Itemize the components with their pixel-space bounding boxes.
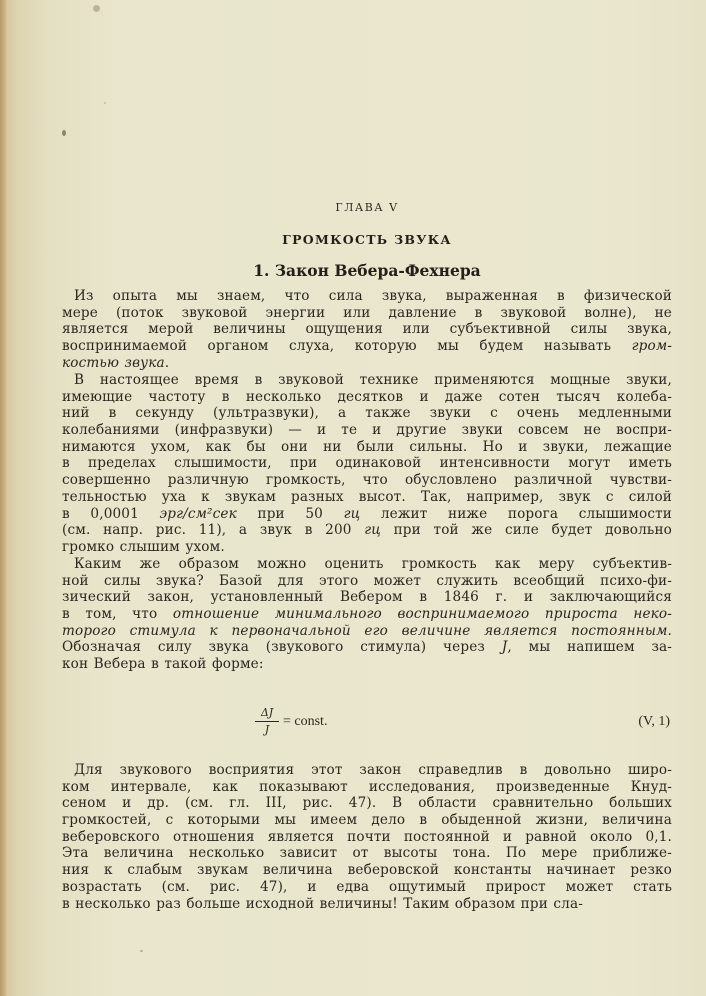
text-line: громко слышим ухом. — [62, 538, 225, 555]
text-line: является мерой величины ощущения или субъективной силы звука, — [62, 321, 672, 338]
paper-blemish — [93, 5, 100, 12]
weber-law-formula — [62, 706, 672, 742]
text-line: зический закон, установленный Вебером в 1846 г. и заключающийся — [62, 589, 672, 606]
text-line: веберовского отношения является почти постоянной и равной около 0,1. — [62, 828, 672, 845]
paper-blemish — [62, 130, 66, 136]
text-line: Каким же образом можно оценить громкость как меру субъектив- — [74, 556, 672, 572]
text-line — [62, 623, 672, 640]
text-line: ний в секунду (ультразвуки), а также звуки с очень медленными — [62, 405, 672, 422]
emphasis: гц — [343, 505, 361, 522]
paragraph — [62, 556, 672, 673]
emphasis: эрг/см²сек — [159, 505, 237, 522]
text-line: в пределах слышимости, при одинаковой интенсивности могут иметь — [62, 455, 672, 472]
text-line: в несколько раз больше исходной величины! Таким образом при сла- — [62, 895, 583, 912]
text-line: кон Вебера в такой форме: — [62, 656, 264, 673]
emphasis: гром- — [631, 338, 672, 355]
text-line: Эта величина несколько зависит от высоты тона. По мере приближе- — [62, 845, 672, 862]
text-line: В настоящее время в звуковой технике применяются мощные звуки, — [74, 372, 672, 388]
chapter-label: ГЛАВА V — [335, 201, 399, 214]
emphasis: костью звука — [62, 354, 165, 371]
text-line: колебаниями (инфразвуки) — и те и другие звуки совсем не воспри- — [62, 422, 672, 439]
text-line: мере (поток звуковой энергии или давление в звуковой волне), не — [62, 304, 672, 321]
text-line: возрастать (см. рис. 47), и едва ощутимый прирост может стать — [62, 878, 672, 895]
paper-blemish — [140, 950, 143, 952]
emphasis: гц — [364, 522, 381, 539]
text-line: воспринимаемой органом слуха, которую мы будем называть гром- — [62, 338, 672, 355]
text-line: совершенно различную громкость, что обусловлено различной чувстви- — [62, 472, 672, 489]
text-line: тельностью уха к звукам разных высот. Так, например, звук с силой — [62, 488, 672, 505]
text-line: в том, что отношение минимального воспринимаемого прироста неко- — [62, 606, 672, 623]
text-line: ком интервале, как показывают исследования, произведенные Кнуд- — [62, 778, 672, 795]
fraction — [255, 706, 279, 737]
fraction-bar — [255, 721, 279, 722]
text-line: (см. напр. рис. 11), а звук в 200 гц при той же силе будет довольно — [62, 522, 672, 539]
paragraph — [62, 288, 672, 371]
paragraph — [62, 762, 672, 912]
text-line: громкостей, с которыми мы имеем дело в обыденной жизни, величина — [62, 812, 672, 829]
text-line: в 0,0001 эрг/см²сек при 50 гц лежит ниже порога слышимости — [62, 505, 672, 522]
text-line: нимаются ухом, как бы они ни были сильны. Но и звуки, лежащие — [62, 438, 672, 455]
section-title: 1. Закон Вебера-Фехнера — [253, 261, 481, 280]
fraction-denominator: J — [264, 723, 270, 736]
emphasis: отношение минимального воспринимаемого прироста неко- — [172, 606, 672, 623]
text-line: ной силы звука? Базой для этого может служить всеобщий психо-фи- — [62, 572, 672, 589]
emphasis: J — [501, 639, 508, 656]
formula-rhs: = const. — [283, 714, 328, 729]
emphasis: торого стимула к первоначальной его величине является постоянным. — [62, 622, 672, 639]
text-line: Из опыта мы знаем, что сила звука, выраженная в физической — [74, 288, 672, 304]
text-line: Для звукового восприятия этот закон справедлив в довольно широ- — [74, 762, 672, 778]
chapter-title: ГРОМКОСТЬ ЗВУКА — [282, 232, 452, 247]
text-line: костью звука. — [62, 354, 170, 371]
text-line: имеющие частоту в несколько десятков и даже сотен тысяч колеба- — [62, 388, 672, 405]
text-line: Обозначая силу звука (звукового стимула) через J, мы напишем за- — [62, 639, 672, 656]
paper-blemish — [104, 102, 106, 104]
text-line: ния к слабым звукам величина веберовской константы начинает резко — [62, 862, 672, 879]
equation-number: (V, 1) — [638, 714, 670, 729]
paragraph — [62, 372, 672, 556]
text-line: сеном и др. (см. гл. III, рис. 47). В области сравнительно больших — [62, 795, 672, 812]
fraction-numerator: ΔJ — [260, 706, 274, 719]
